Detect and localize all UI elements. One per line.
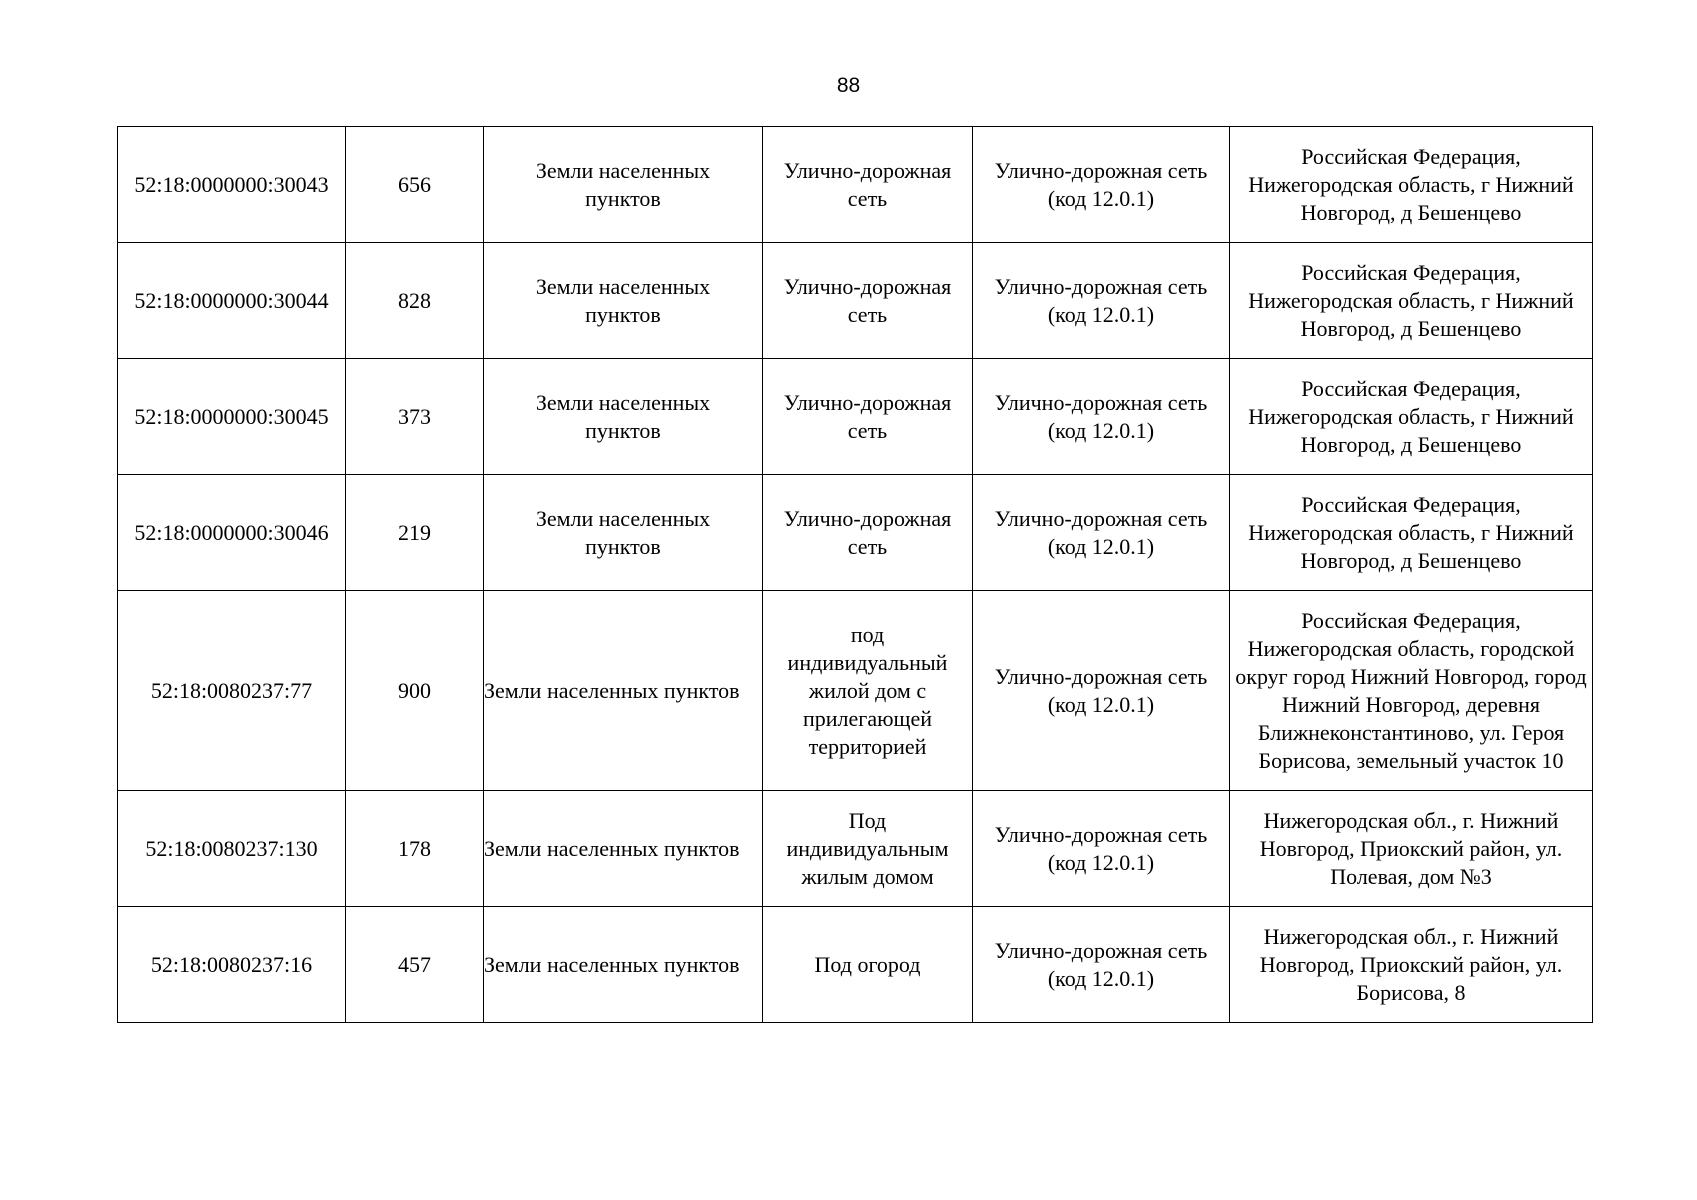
category-cell: Земли населенных пунктов [484, 907, 763, 1023]
table-row [118, 243, 1593, 359]
permitted-use-cell: Улично-дорожная сеть [763, 127, 973, 243]
permitted-use-code-cell: Улично-дорожная сеть (код 12.0.1) [973, 359, 1230, 475]
permitted-use-code-cell: Улично-дорожная сеть (код 12.0.1) [973, 791, 1230, 907]
permitted-use-code-cell: Улично-дорожная сеть (код 12.0.1) [973, 127, 1230, 243]
cadastral-number-cell: 52:18:0080237:130 [118, 791, 346, 907]
area-cell: 178 [346, 791, 484, 907]
table-row [118, 791, 1593, 907]
area-cell: 900 [346, 591, 484, 791]
permitted-use-code-cell: Улично-дорожная сеть (код 12.0.1) [973, 475, 1230, 591]
permitted-use-cell: Улично-дорожная сеть [763, 359, 973, 475]
cadastral-number-cell: 52:18:0000000:30043 [118, 127, 346, 243]
category-cell: Земли населенных пунктов [484, 127, 763, 243]
address-cell: Нижегородская обл., г. Нижний Новгород, Приокский район, ул. Полевая, дом №3 [1230, 791, 1593, 907]
permitted-use-code-cell: Улично-дорожная сеть (код 12.0.1) [973, 591, 1230, 791]
permitted-use-cell: Под индивидуальным жилым домом [763, 791, 973, 907]
cadastral-number-cell: 52:18:0000000:30044 [118, 243, 346, 359]
category-cell: Земли населенных пунктов [484, 243, 763, 359]
area-cell: 828 [346, 243, 484, 359]
cadastral-number-cell: 52:18:0080237:16 [118, 907, 346, 1023]
area-cell: 219 [346, 475, 484, 591]
permitted-use-cell: Под огород [763, 907, 973, 1023]
category-cell: Земли населенных пунктов [484, 475, 763, 591]
table-row [118, 127, 1593, 243]
cadastral-number-cell: 52:18:0000000:30045 [118, 359, 346, 475]
category-cell: Земли населенных пунктов [484, 791, 763, 907]
area-cell: 656 [346, 127, 484, 243]
permitted-use-cell: Улично-дорожная сеть [763, 243, 973, 359]
page-number: 88 [836, 74, 861, 97]
category-cell: Земли населенных пунктов [484, 359, 763, 475]
cadastral-number-cell: 52:18:0080237:77 [118, 591, 346, 791]
permitted-use-code-cell: Улично-дорожная сеть (код 12.0.1) [973, 243, 1230, 359]
table-row [118, 359, 1593, 475]
table-row [118, 475, 1593, 591]
table-row [118, 907, 1593, 1023]
address-cell: Российская Федерация, Нижегородская область, г Нижний Новгород, д Бешенцево [1230, 127, 1593, 243]
permitted-use-code-cell: Улично-дорожная сеть (код 12.0.1) [973, 907, 1230, 1023]
land-plots-table [117, 126, 1593, 1023]
address-cell: Российская Федерация, Нижегородская область, городской округ город Нижний Новгород, город Нижний Новгород, деревня Ближнеконстантиново, ул. Героя Борисова, земельный участок 10 [1230, 591, 1593, 791]
area-cell: 373 [346, 359, 484, 475]
address-cell: Российская Федерация, Нижегородская область, г Нижний Новгород, д Бешенцево [1230, 243, 1593, 359]
table-row [118, 591, 1593, 791]
address-cell: Российская Федерация, Нижегородская область, г Нижний Новгород, д Бешенцево [1230, 359, 1593, 475]
address-cell: Нижегородская обл., г. Нижний Новгород, Приокский район, ул. Борисова, 8 [1230, 907, 1593, 1023]
address-cell: Российская Федерация, Нижегородская область, г Нижний Новгород, д Бешенцево [1230, 475, 1593, 591]
area-cell: 457 [346, 907, 484, 1023]
permitted-use-cell: Улично-дорожная сеть [763, 475, 973, 591]
permitted-use-cell: под индивидуальный жилой дом с прилегающей территорией [763, 591, 973, 791]
category-cell: Земли населенных пунктов [484, 591, 763, 791]
cadastral-number-cell: 52:18:0000000:30046 [118, 475, 346, 591]
